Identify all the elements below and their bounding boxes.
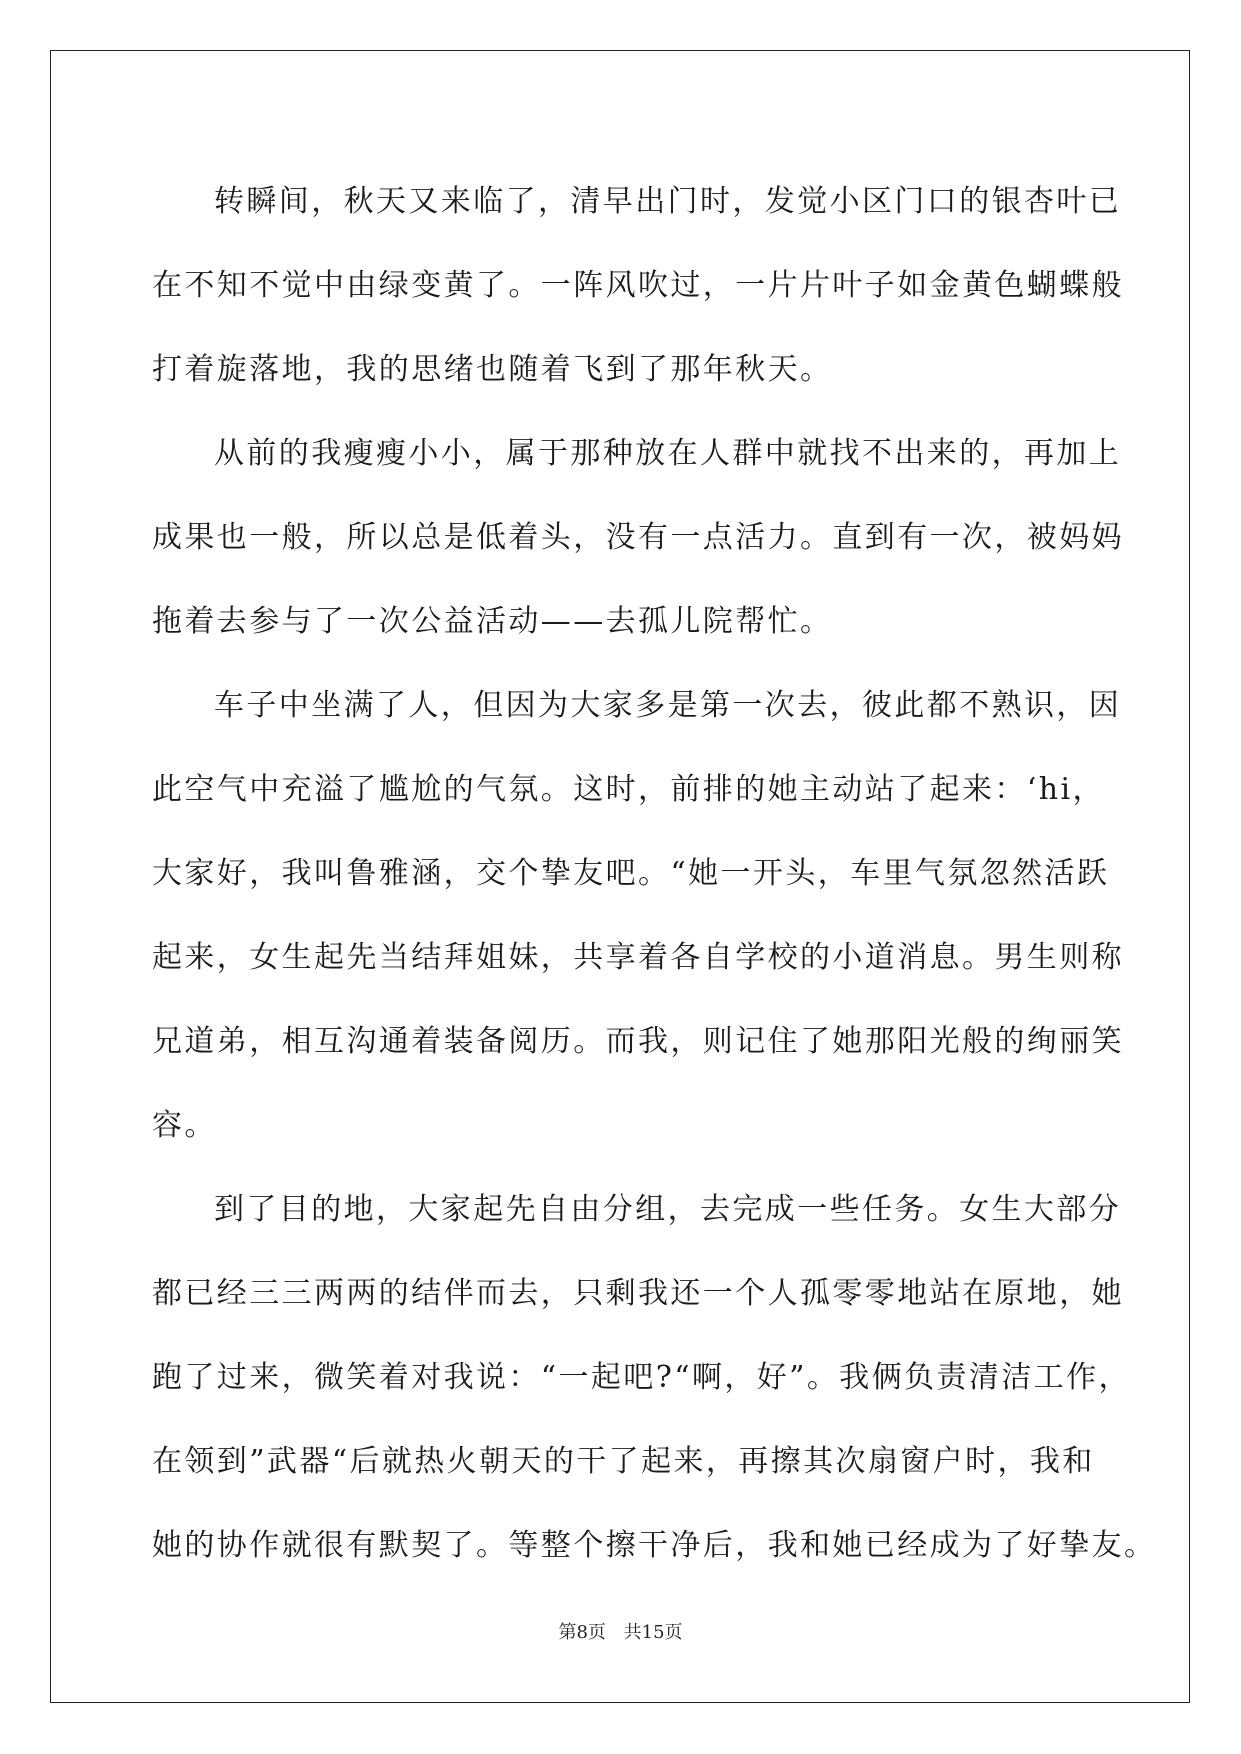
paragraph-3-line-3: 大家好，我叫鲁雅涵，交个挚友吧。“她一开头，车里气氛忽然活跃 — [152, 856, 1110, 891]
paragraph-4-line-5: 她的协作就很有默契了。等整个擦干净后，我和她已经成为了好挚友。 — [152, 1528, 1157, 1563]
paragraph-4-line-2: 都已经三三两两的结伴而去，只剩我还一个人孤零零地站在原地，她 — [152, 1276, 1124, 1311]
paragraph-4-line-1: 到了目的地，大家起先自由分组，去完成一些任务。女生大部分 — [214, 1192, 1122, 1227]
paragraph-1-line-3: 打着旋落地，我的思绪也随着飞到了那年秋天。 — [152, 352, 833, 387]
paragraph-1-line-2: 在不知不觉中由绿变黄了。一阵风吹过，一片片叶子如金黄色蝴蝶般 — [152, 268, 1124, 303]
document-body — [152, 160, 1157, 1588]
page-number: 第8页 — [558, 1622, 606, 1643]
paragraph-3-line-2: 此空气中充溢了尴尬的气氛。这时，前排的她主动站了起来：‘hi， — [152, 772, 1105, 807]
paragraph-2-line-3: 拖着去参与了一次公益活动——去孤儿院帮忙。 — [152, 604, 833, 639]
paragraph-3-line-6: 容。 — [152, 1108, 217, 1143]
paragraph-3-line-4: 起来，女生起先当结拜姐妹，共享着各自学校的小道消息。男生则称 — [152, 940, 1124, 975]
paragraph-4-line-4: 在领到”武器“后就热火朝天的干了起来，再擦其次扇窗户时，我和 — [152, 1444, 1095, 1479]
paragraph-3-line-1: 车子中坐满了人，但因为大家多是第一次去，彼此都不熟识，因 — [214, 688, 1122, 723]
page-footer — [0, 1618, 1241, 1644]
page-total: 共15页 — [623, 1622, 683, 1643]
paragraph-1-line-1: 转瞬间，秋天又来临了，清早出门时，发觉小区门口的银杏叶已 — [214, 184, 1122, 219]
paragraph-2-line-2: 成果也一般，所以总是低着头，没有一点活力。直到有一次，被妈妈 — [152, 520, 1124, 555]
paragraph-4-line-3: 跑了过来，微笑着对我说：“一起吧?“啊，好”。我俩负责清洁工作， — [152, 1360, 1131, 1395]
paragraph-2-line-1: 从前的我瘦瘦小小，属于那种放在人群中就找不出来的，再加上 — [214, 436, 1122, 471]
paragraph-3-line-5: 兄道弟，相互沟通着装备阅历。而我，则记住了她那阳光般的绚丽笑 — [152, 1024, 1124, 1059]
